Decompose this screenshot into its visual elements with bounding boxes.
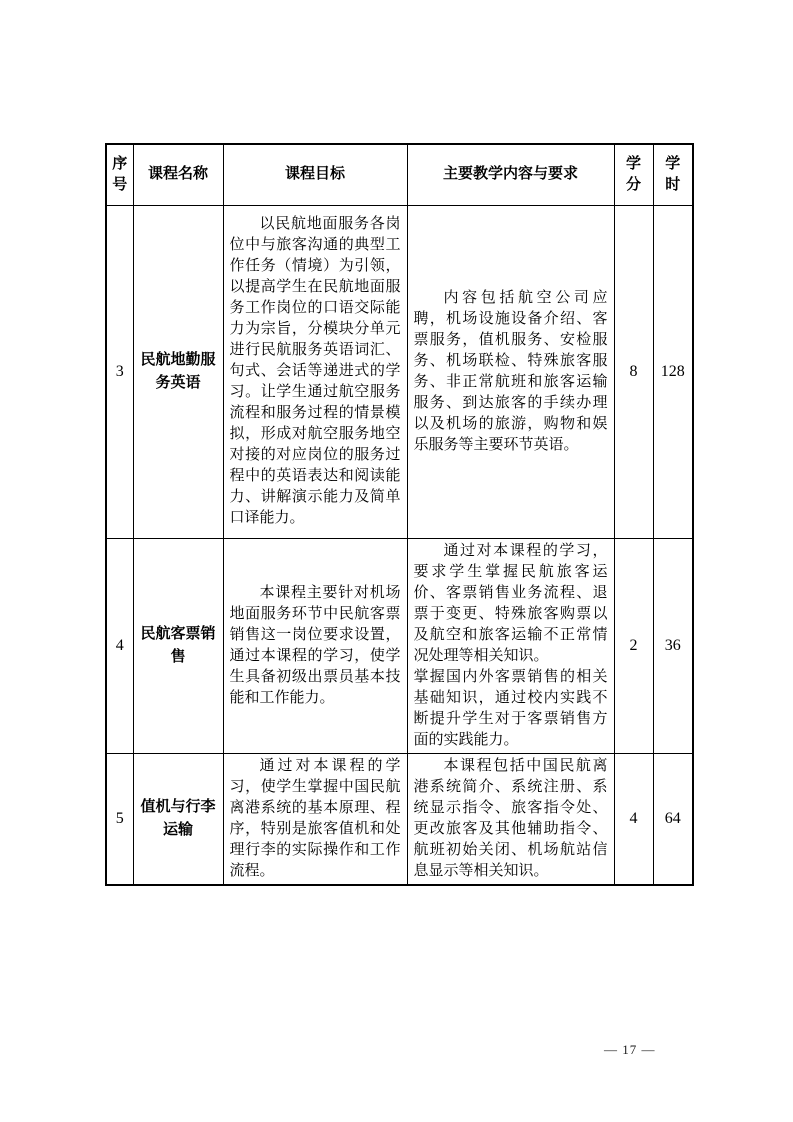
header-teaching-content-label: 主要教学内容与要求 — [442, 166, 578, 183]
teaching-content-paragraph: 通过对本课程的学习，要求学生掌握民航旅客运价、客票销售业务流程、退票于变更、特殊旅客购票以及航空和旅客运输不正常情况处理等相关知识。 — [413, 542, 608, 664]
table-header-row — [106, 144, 693, 205]
header-credits — [614, 144, 653, 205]
course-name: 民航地勤服务英语 — [133, 205, 223, 538]
header-course-objective-label: 课程目标 — [284, 166, 345, 183]
course-objective-paragraph: 通过对本课程的学习，使学生掌握中国民航离港系统的基本原理、程序，特别是旅客值机和处理行李的实际操作和工作流程。 — [229, 757, 401, 879]
page-number: — 17 — — [604, 1042, 656, 1057]
hours-value: 36 — [653, 538, 693, 753]
course-table — [105, 143, 694, 886]
hours-value: 64 — [653, 753, 693, 885]
teaching-content — [407, 753, 614, 885]
serial-number: 5 — [106, 753, 133, 885]
course-objective — [223, 538, 407, 753]
course-objective-paragraph: 以民航地面服务各岗位中与旅客沟通的典型工作任务（情境）为引领，以提高学生在民航地面服务工作岗位的口语交际能力为宗旨，分模块分单元进行民航服务英语词汇、句式、会话等递进式的学习。让学生通过航空服务流程和服务过程的情景模拟，形成对航空服务地空对接的对应岗位的服务过程中的英语表达和阅读能力、讲解演示能力及简单口译能力。 — [229, 216, 401, 526]
course-name: 值机与行李运输 — [133, 753, 223, 885]
table-row — [106, 753, 693, 885]
serial-number: 4 — [106, 538, 133, 753]
header-course-name — [133, 144, 223, 205]
course-name: 民航客票销售 — [133, 538, 223, 753]
course-objective — [223, 753, 407, 885]
teaching-content — [407, 205, 614, 538]
header-hours-label: 学时 — [665, 155, 681, 193]
credits-value: 8 — [614, 205, 653, 538]
table-row — [106, 538, 693, 753]
teaching-content-paragraph: 本课程包括中国民航离港系统简介、系统注册、系统显示指令、旅客指令处、更改旅客及其他辅助指令、航班初始关闭、机场航站信息显示等相关知识。 — [413, 757, 608, 879]
teaching-content-paragraph: 掌握国内外客票销售的相关基础知识，通过校内实践不断提升学生对于客票销售方面的实践能力。 — [413, 668, 608, 748]
credits-value: 4 — [614, 753, 653, 885]
header-course-name-label: 课程名称 — [147, 166, 208, 183]
course-objective — [223, 205, 407, 538]
header-teaching-content — [407, 144, 614, 205]
header-hours — [653, 144, 693, 205]
header-serial-number-label: 序号 — [112, 155, 128, 193]
header-course-objective — [223, 144, 407, 205]
teaching-content — [407, 538, 614, 753]
serial-number: 3 — [106, 205, 133, 538]
table-row — [106, 205, 693, 538]
credits-value: 2 — [614, 538, 653, 753]
header-serial-number — [106, 144, 133, 205]
teaching-content-paragraph: 内容包括航空公司应聘，机场设施设备介绍、客票服务，值机服务、安检服务、机场联检、特殊旅客服务、非正常航班和旅客运输服务、到达旅客的手续办理以及机场的旅游，购物和娱乐服务等主要环节英语。 — [413, 289, 608, 453]
course-objective-paragraph: 本课程主要针对机场地面服务环节中民航客票销售这一岗位要求设置，通过本课程的学习，使学生具备初级出票员基本技能和工作能力。 — [229, 584, 401, 706]
header-credits-label: 学分 — [625, 155, 641, 193]
hours-value: 128 — [653, 205, 693, 538]
